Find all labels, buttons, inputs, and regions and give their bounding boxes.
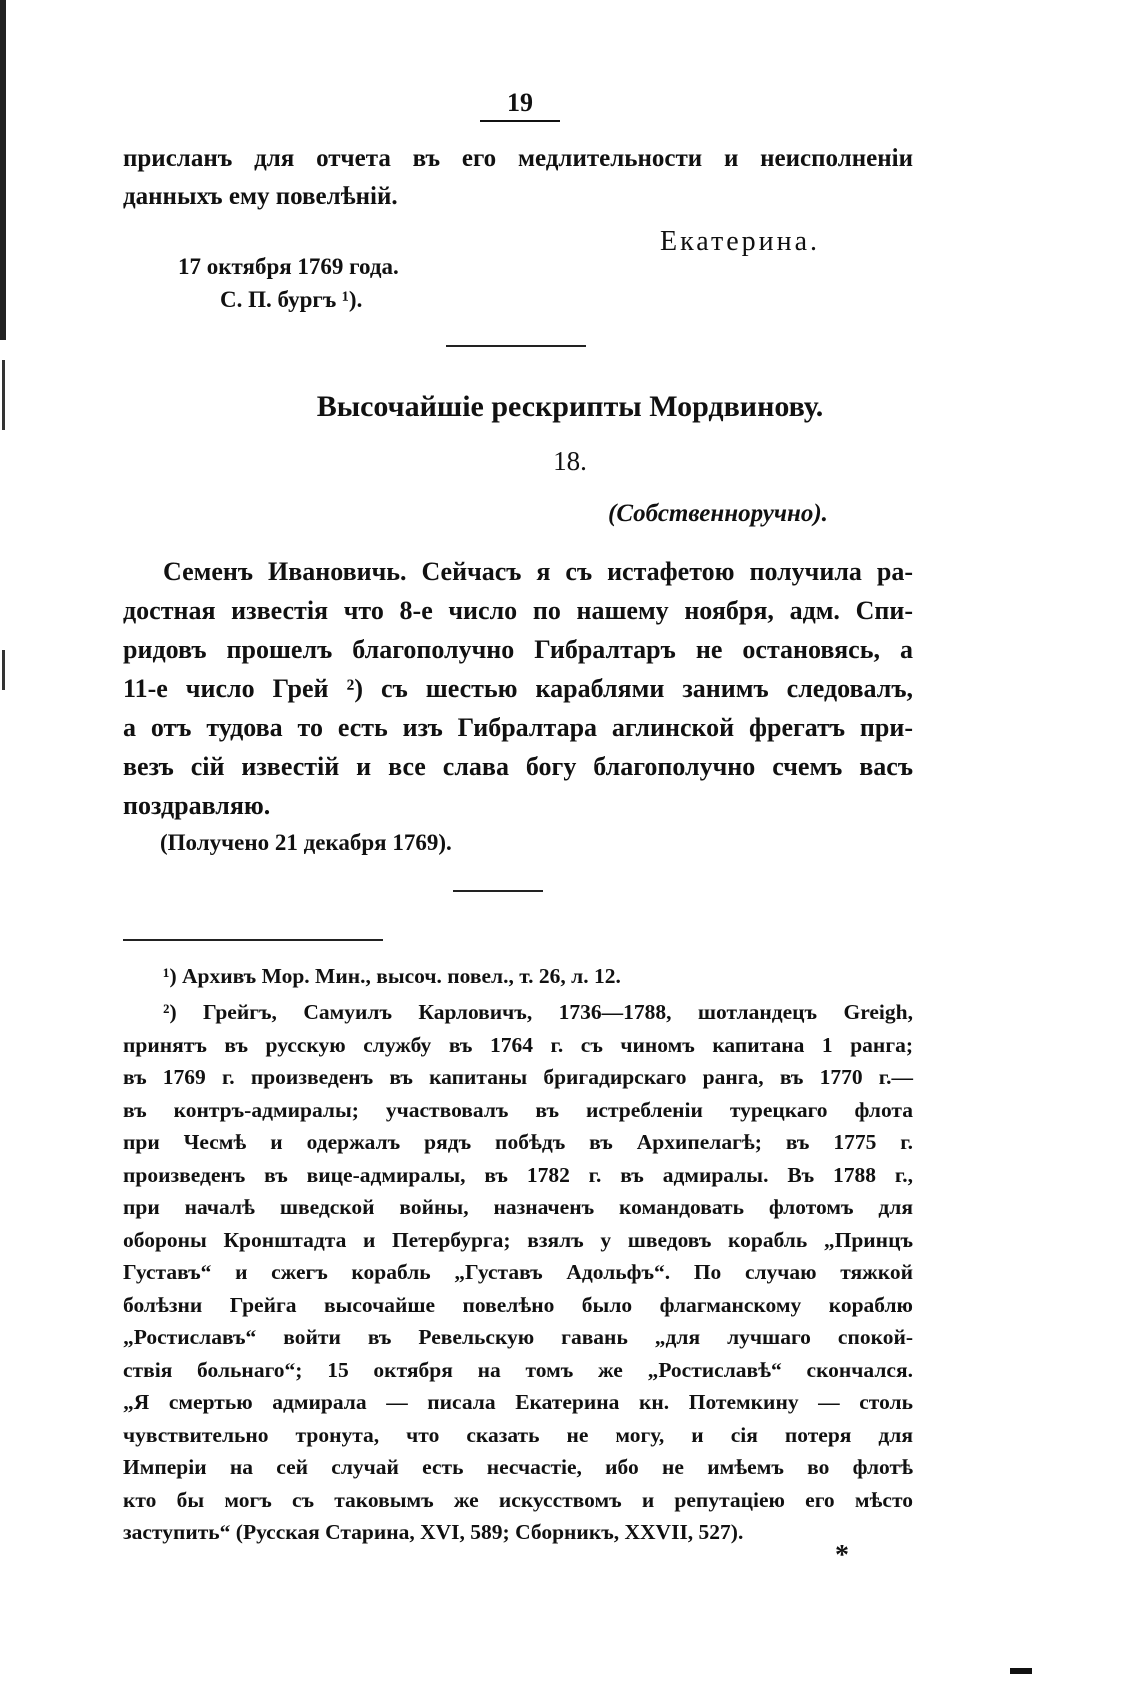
footnote-line: „Ростиславъ“ войти въ Ревельскую гавань „для лучшаго спокой- [123, 1325, 913, 1349]
place-line: С. П. бургъ ¹). [220, 287, 363, 312]
letter-line: достная известія что 8-е число по нашему ноября, адм. Спи- [123, 596, 913, 625]
footnote-line: заступить“ (Русская Старина, XVI, 589; Сборникъ, XXVII, 527). [123, 1520, 744, 1544]
letter-line: Семенъ Ивановичь. Сейчасъ я съ истафетою получила ра- [163, 557, 913, 586]
section-separator [453, 890, 543, 892]
footnote-line: ²) Грейгъ, Самуилъ Карловичъ, 1736—1788, шотландецъ Greigh, [163, 1000, 913, 1024]
text-line: присланъ для отчета въ его медлительности и неисполненіи [123, 145, 913, 172]
footnote-line: болѣзни Грейга высочайше повелѣно было флагманскому кораблю [123, 1292, 913, 1317]
letter-line: поздравляю. [123, 791, 271, 820]
page-edge-mark [2, 650, 5, 690]
footnote-rule [123, 939, 383, 941]
autograph-note: (Собственноручно). [608, 500, 828, 527]
footnote-line: чувствительно тронута, что сказать не могу, и сія потеря для [123, 1422, 913, 1447]
letter-line: а отъ тудова то есть изъ Гибралтара аглинской фрегатъ при- [123, 713, 913, 742]
footnote-line: обороны Кронштадта и Петербурга; взялъ у шведовъ корабль „Принцъ [123, 1227, 913, 1252]
footnote-line: произведенъ въ вице-адмиралы, въ 1782 г. въ адмиралы. Въ 1788 г., [123, 1162, 913, 1187]
received-note: (Получено 21 декабря 1769). [160, 830, 452, 855]
footnote-line: кто бы могъ съ таковымъ же искусствомъ и репутаціею его мѣсто [123, 1487, 913, 1512]
footnote-line: Имперіи на сей случай есть несчастіе, ибо не имѣемъ во флотѣ [123, 1455, 913, 1479]
signature: Екатерина. [660, 226, 821, 257]
text-line: данныхъ ему повелѣній. [123, 183, 398, 210]
footnote-line: принятъ въ русскую службу въ 1764 г. съ чиномъ капитана 1 ранга; [123, 1032, 913, 1057]
letter-line: ридовъ прошелъ благополучно Гибралтаръ не остановясь, а [123, 635, 913, 664]
footnote-line: при началѣ шведской войны, назначенъ командовать флотомъ для [123, 1195, 913, 1219]
section-separator [446, 345, 586, 347]
footnote-line: ствія больнаго“; 15 октября на томъ же „Ростиславѣ“ скончался. [123, 1357, 913, 1382]
footnote-line: въ контръ-адмиралы; участвовалъ въ истребленіи турецкаго флота [123, 1097, 913, 1122]
top-paragraph [123, 140, 913, 216]
footnote-2 [123, 996, 913, 1549]
footnote-line: „Я смертью адмирала — писала Екатерина кн. Потемкину — столь [123, 1390, 913, 1414]
footnote-line: при Чесмѣ и одержалъ рядъ побѣдъ въ Архипелагѣ; въ 1775 г. [123, 1130, 913, 1154]
page-edge-shadow [0, 0, 6, 340]
end-mark: * [835, 1540, 849, 1571]
footnote-line: въ 1769 г. произведенъ въ капитаны бригадирскаго ранга, въ 1770 г.— [123, 1065, 913, 1089]
page-number: 19 [480, 88, 560, 122]
letter-body [123, 552, 913, 825]
document-number: 18. [553, 446, 587, 476]
footnote-1: ¹) Архивъ Мор. Мин., высоч. повел., т. 26, л. 12. [163, 964, 621, 988]
date-line: 17 октября 1769 года. [178, 254, 399, 279]
corner-mark [1010, 1668, 1032, 1674]
letter-line: везъ сій известій и все слава богу благополучно счемъ васъ [123, 752, 913, 781]
letter-line: 11-е число Грей ²) съ шестью караблями занимъ следовалъ, [123, 674, 913, 703]
section-heading: Высочайшіе рескрипты Мордвинову. [316, 390, 824, 423]
footnote-line: Густавъ“ и сжегъ корабль „Густавъ Адольфъ“. По случаю тяжкой [123, 1260, 913, 1284]
